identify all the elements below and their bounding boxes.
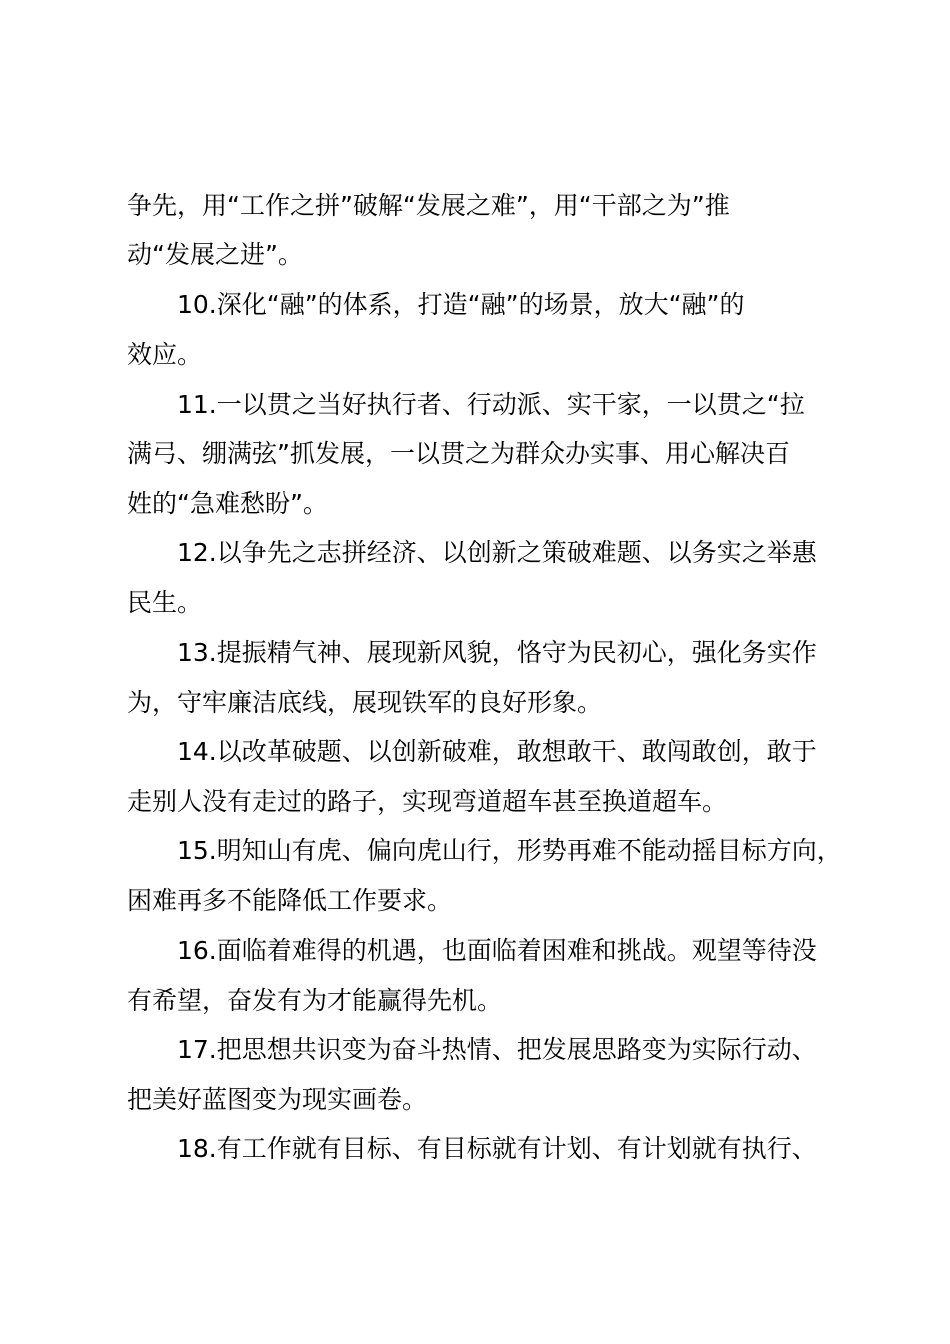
text-line: 把美好蓝图变为现实画卷。 xyxy=(127,1085,428,1114)
text-line: 效应。 xyxy=(127,340,203,369)
list-item-10-line: 10.深化“融”的体系，打造“融”的场景，放大“融”的 xyxy=(177,290,745,319)
text-line: 有希望，奋发有为才能赢得先机。 xyxy=(127,986,503,1015)
text-line: 为，守牢廉洁底线，展现铁军的良好形象。 xyxy=(127,688,603,717)
list-item-16-line: 16.面临着难得的机遇，也面临着困难和挑战。观望等待没 xyxy=(177,936,817,965)
text-line: 动“发展之进”。 xyxy=(127,240,303,269)
list-item-12-line: 12.以争先之志拼经济、以创新之策破难题、以务实之举惠 xyxy=(177,538,817,567)
text-line: 民生。 xyxy=(127,588,203,617)
list-item-18-line: 18.有工作就有目标、有目标就有计划、有计划就有执行、 xyxy=(177,1134,817,1163)
text-line: 争先，用“工作之拼”破解“发展之难”，用“干部之为”推 xyxy=(127,191,730,220)
text-line: 满弓、绷满弦”抓发展，一以贯之为群众办实事、用心解决百 xyxy=(127,439,790,468)
list-item-11-line: 11.一以贯之当好执行者、行动派、实干家，一以贯之“拉 xyxy=(177,390,805,419)
text-line: 姓的“急难愁盼”。 xyxy=(127,489,328,518)
list-item-17-line: 17.把思想共识变为奋斗热情、把发展思路变为实际行动、 xyxy=(177,1035,817,1064)
list-item-14-line: 14.以改革破题、以创新破难，敢想敢干、敢闯敢创，敢于 xyxy=(177,737,817,766)
text-line: 困难再多不能降低工作要求。 xyxy=(127,886,453,915)
text-line: 走别人没有走过的路子，实现弯道超车甚至换道超车。 xyxy=(127,787,728,816)
list-item-13-line: 13.提振精气神、展现新风貌，恪守为民初心，强化务实作 xyxy=(177,638,817,667)
list-item-15-line: 15.明知山有虎、偏向虎山行，形势再难不能动摇目标方向， xyxy=(177,836,842,865)
